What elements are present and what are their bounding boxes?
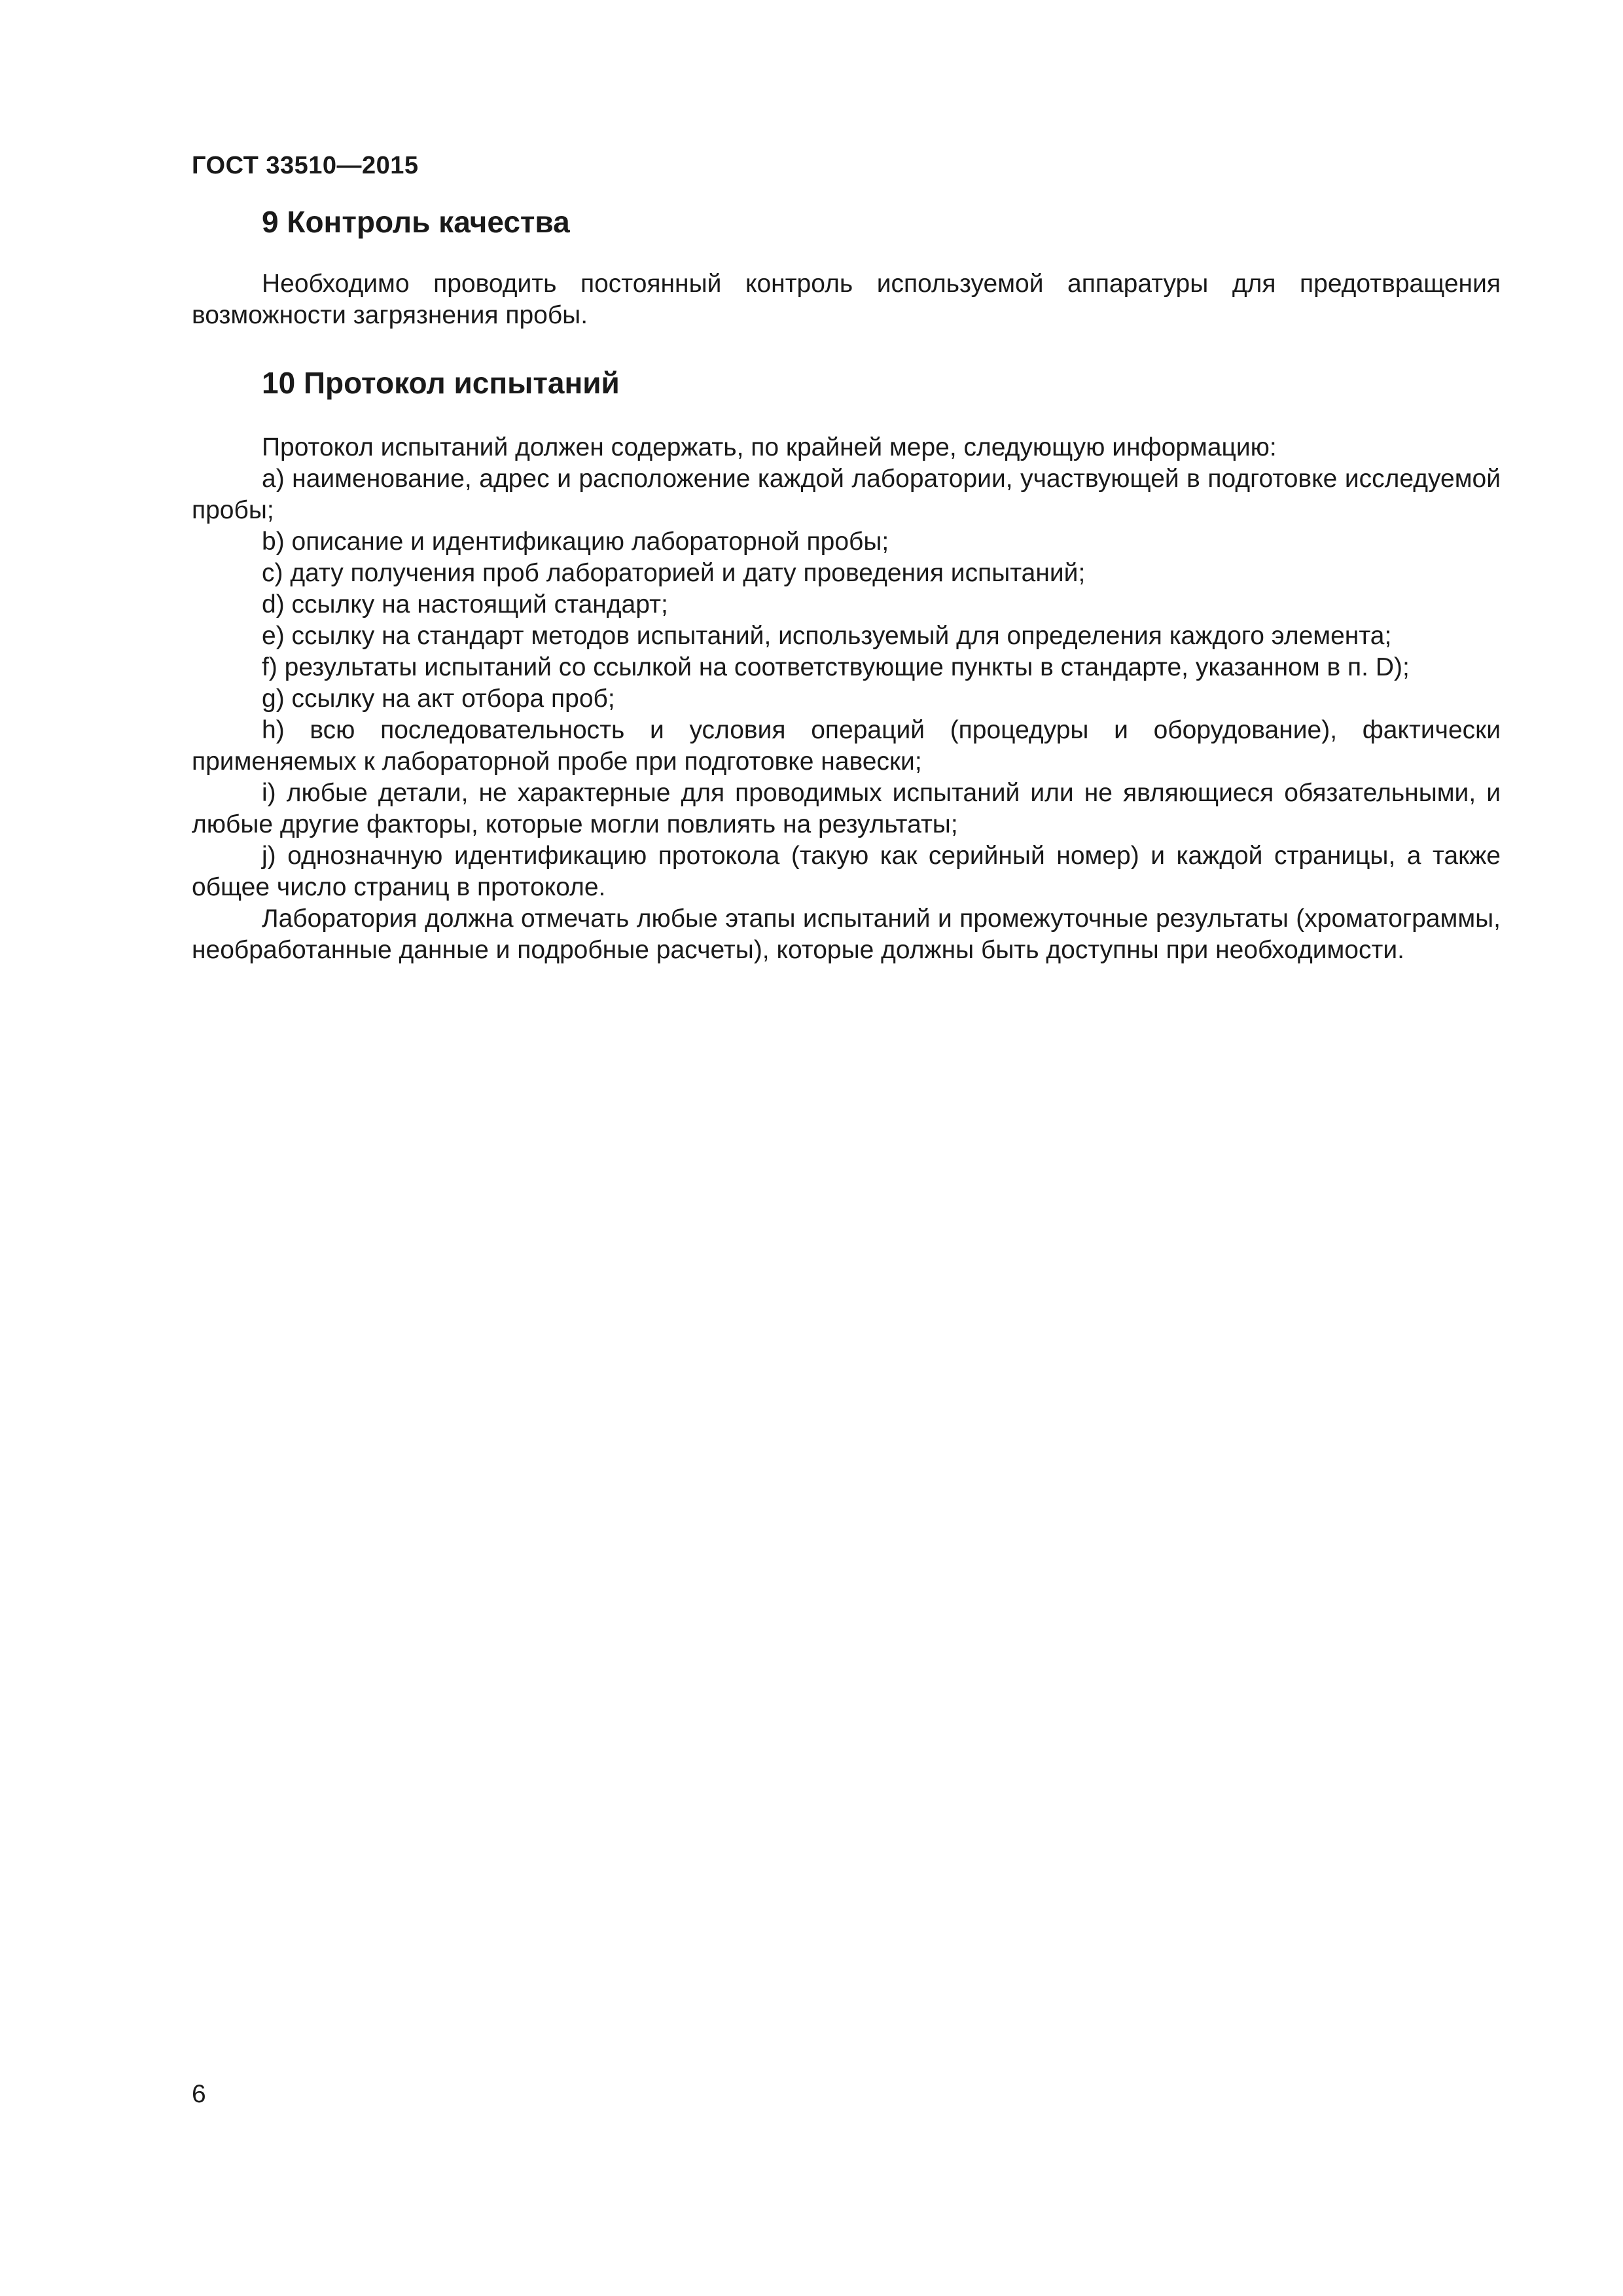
- paragraph-intro: Протокол испытаний должен содержать, по крайней мере, следующую информацию:: [262, 433, 1277, 461]
- list-item-j: j) однозначную идентификацию протокола (такую как серийный номер) и каждой страницы, а также общее число страниц в протоколе.: [192, 842, 1501, 901]
- list-item-c: c) дату получения проб лабораторией и дату проведения испытаний;: [262, 559, 1086, 587]
- section-test-report-body: [192, 432, 1501, 966]
- document-code: ГОСТ 33510—2015: [192, 152, 419, 179]
- list-item-i: i) любые детали, не характерные для проводимых испытаний или не являющиеся обязательными, и любые другие факторы, которые могли повлиять на результаты;: [192, 779, 1501, 838]
- section-heading-test-report: 10 Протокол испытаний: [262, 366, 620, 400]
- list-item-g: g) ссылку на акт отбора проб;: [262, 685, 615, 713]
- list-item-e: e) ссылку на стандарт методов испытаний, используемый для определения каждого элемента;: [262, 622, 1392, 650]
- list-item-a: а) наименование, адрес и расположение каждой лаборатории, участвующей в подготовке исследуемой пробы;: [192, 465, 1501, 524]
- page-number: 6: [192, 2080, 206, 2108]
- section-heading-quality-control: 9 Контроль качества: [262, 205, 570, 239]
- list-item-h: h) всю последовательность и условия операций (процедуры и оборудование), фактически применяемых к лабораторной пробе при подготовке навески;: [192, 716, 1501, 776]
- paragraph-closing: Лаборатория должна отмечать любые этапы испытаний и промежуточные результаты (хроматограммы, необработанные данные и подробные расчеты), которые должны быть доступны при необходимости.: [192, 905, 1501, 964]
- list-item-d: d) ссылку на настоящий стандарт;: [262, 590, 668, 619]
- paragraph: Необходимо проводить постоянный контроль используемой аппаратуры для предотвращения возможности загрязнения пробы.: [192, 270, 1501, 329]
- section-quality-control-body: [192, 268, 1501, 331]
- list-item-f: f) результаты испытаний со ссылкой на соответствующие пункты в стандарте, указанном в п. D);: [262, 653, 1410, 681]
- list-item-b: b) описание и идентификацию лабораторной пробы;: [262, 528, 889, 556]
